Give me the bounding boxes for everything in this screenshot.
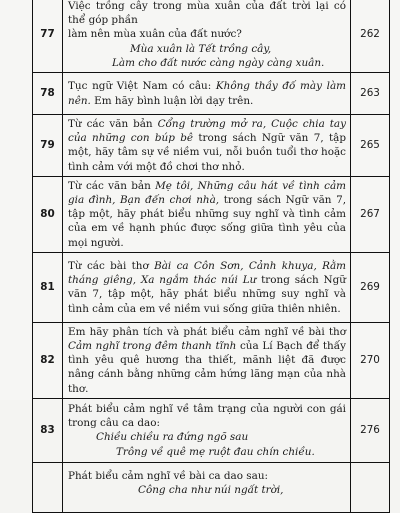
table-row xyxy=(33,0,390,73)
table-row xyxy=(33,322,390,398)
page-number: 262 xyxy=(351,0,390,73)
table-row xyxy=(33,73,390,115)
row-text: Phát biểu cảm nghĩ về bài ca dao sau: xyxy=(68,469,269,482)
row-content xyxy=(63,462,351,512)
row-text: Em hãy bình luận lời dạy trên. xyxy=(90,94,254,107)
row-title-italic: Cổng trường mở ra, Cuộc chia tay của những con búp bê xyxy=(68,118,346,145)
table-row xyxy=(33,398,390,462)
row-content xyxy=(63,73,351,115)
row-number: 78 xyxy=(33,73,63,115)
row-text: trong sách Ngữ văn 7, tập một, hãy phát biểu những suy nghĩ và tình cảm của em về hạnh phúc được sống giữa tình yêu của mọi người. xyxy=(68,194,347,249)
row-number: 83 xyxy=(33,398,63,462)
verse-line: Làm cho đất nước càng ngày càng xuân. xyxy=(112,56,325,69)
row-title-italic: Không thầy đố mày làm nên. xyxy=(68,80,346,107)
row-text: Từ các bài thơ xyxy=(68,259,155,272)
row-content xyxy=(63,176,351,252)
page-number: 270 xyxy=(351,322,390,398)
page-number: 263 xyxy=(351,73,390,115)
row-content xyxy=(63,322,351,398)
row-title-italic: Mẹ tôi, Những câu hát về tình cảm gia đình, Bạn đến chơi nhà, xyxy=(68,179,346,207)
verse-line: Chiều chiều ra đứng ngõ sau xyxy=(96,431,249,444)
page-number xyxy=(351,462,390,512)
row-number: 79 xyxy=(33,115,63,177)
page-number: 267 xyxy=(351,176,390,252)
verse-line: Công cha như núi ngất trời, xyxy=(138,484,284,497)
row-title-italic: Cảm nghĩ trong đêm thanh tĩnh xyxy=(68,340,237,353)
row-content xyxy=(63,252,351,322)
row-title-italic: Bài ca Côn Sơn, Cảnh khuya, Rằm tháng giêng, Xa ngắm thác núi Lư xyxy=(68,259,346,287)
page-number: 276 xyxy=(351,398,390,462)
table-of-contents xyxy=(32,0,390,513)
row-content xyxy=(63,0,351,73)
row-text: Tục ngữ Việt Nam có câu: xyxy=(68,80,216,93)
table-row xyxy=(33,115,390,177)
row-content xyxy=(63,115,351,177)
row-number xyxy=(33,462,63,512)
page-number: 269 xyxy=(351,252,390,322)
row-text: Từ các văn bản xyxy=(68,179,156,192)
verse-line: Mùa xuân là Tết trồng cây, xyxy=(130,42,272,55)
row-text: làm nên mùa xuân của đất nước? xyxy=(68,28,242,41)
row-text: của Lí Bạch để thấy tình yêu quê hương tha thiết, mãnh liệt đã được nâng cánh bằng những cảm hứng lãng mạn của nhà thơ. xyxy=(68,340,346,395)
row-text: Việc trồng cây trong mùa xuân của đất trời lại có thể góp phần xyxy=(68,0,346,27)
row-content xyxy=(63,398,351,462)
row-text: Em hãy phân tích và phát biểu cảm nghĩ về bài thơ xyxy=(68,325,346,338)
verse-line: Trông về quê mẹ ruột đau chín chiều. xyxy=(116,445,315,458)
row-text: trong sách Ngữ văn 7, tập một, hãy tâm sự về niềm vui, nỗi buồn tuổi thơ hoặc tình cảm với một đồ chơi thơ nhỏ. xyxy=(68,132,346,173)
table-row xyxy=(33,252,390,322)
row-text: Từ các văn bản xyxy=(68,118,158,131)
row-text: trong sách Ngữ văn 7, tập một, hãy phát biểu những suy nghĩ và tình cảm của em về niềm vui sống giữa thiên nhiên. xyxy=(68,274,346,315)
row-number: 77 xyxy=(33,0,63,73)
row-number: 82 xyxy=(33,322,63,398)
row-number: 80 xyxy=(33,176,63,252)
row-number: 81 xyxy=(33,252,63,322)
table-row xyxy=(33,176,390,252)
page-number: 265 xyxy=(351,115,390,177)
row-text: Phát biểu cảm nghĩ về tâm trạng của người con gái trong câu ca dao: xyxy=(68,402,346,430)
table-row xyxy=(33,462,390,512)
